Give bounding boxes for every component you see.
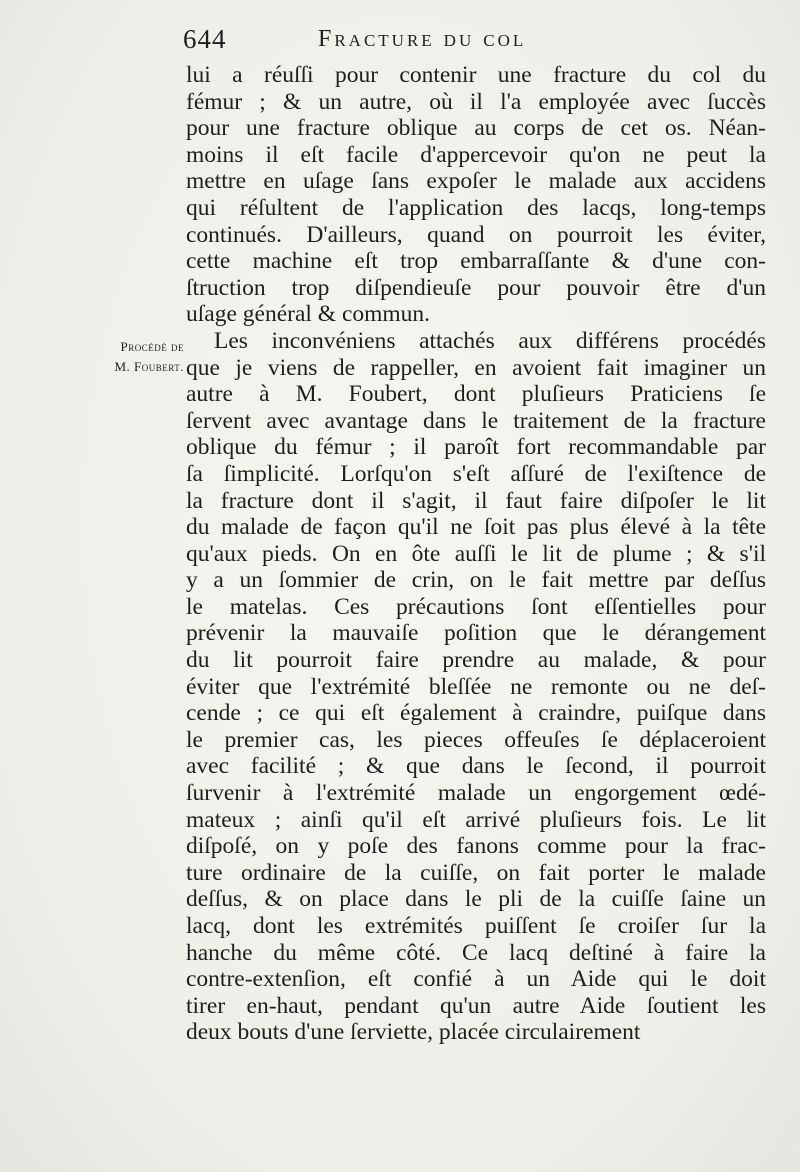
text-line: prévenir la mauvaiſe poſition que le dérangement: [186, 620, 766, 647]
text-line: ſtruction trop diſpendieuſe pour pouvoir être d'un: [186, 274, 766, 301]
text-line: ſurvenir à l'extrémité malade un engorgement œdé-: [186, 780, 766, 807]
text-line: qui réſultent de l'application des lacqs, long-temps: [186, 194, 766, 221]
text-line: deux bouts d'une ſerviette, placée circulairement: [186, 1019, 641, 1046]
text-line: avec facilité ; & que dans le ſecond, il pourroit: [186, 753, 766, 780]
text-line: ture ordinaire de la cuiſſe, on fait porter le malade: [186, 859, 766, 886]
text-line: lacq, dont les extrémités puiſſent ſe croiſer ſur la: [186, 913, 766, 939]
text-line: du lit pourroit faire prendre au malade, & pour: [186, 647, 766, 674]
text-line: oblique du fémur ; il paroît fort recommandable par: [186, 434, 766, 461]
text-line: éviter que l'extrémité bleſſée ne remonte ou ne deſ-: [186, 673, 766, 700]
text-line: mateux ; ainſi qu'il eſt arrivé pluſieurs fois. Le lit: [186, 806, 766, 833]
margin-note-line: Procédé de: [120, 339, 184, 354]
text-line: tirer en-haut, pendant qu'un autre Aide ſoutient les: [186, 992, 766, 1019]
text-line: y a un ſommier de crin, on le fait mettre par deſſus: [186, 567, 766, 594]
text-line: mettre en uſage ſans expoſer le malade aux accidens: [186, 168, 766, 195]
text-line: hanche du même côté. Ce lacq deſtiné à faire la: [186, 939, 766, 966]
text-line: contre-extenſion, eſt confié à un Aide qui le doit: [186, 966, 766, 993]
page-number: 644: [183, 24, 227, 54]
text-line: continués. D'ailleurs, quand on pourroit les éviter,: [186, 221, 766, 248]
text-line: cette machine eſt trop embarraſſante & d'une con-: [186, 248, 766, 275]
running-title: Fracture du col: [318, 26, 527, 52]
text-line: moins il eſt facile d'appercevoir qu'on ne peut la: [186, 141, 766, 168]
text-line: deſſus, & on place dans le pli de la cuiſſe ſaine un: [186, 886, 766, 913]
text-line: le premier cas, les pieces offeuſes ſe déplaceroient: [186, 726, 766, 753]
text-line: qu'aux pieds. On en ôte auſſi le lit de plume ; & s'il: [186, 540, 766, 567]
text-line: pour une fracture oblique au corps de cet os. Néan-: [186, 115, 766, 142]
text-line: du malade de façon qu'il ne ſoit pas plus élevé à la tête: [186, 514, 766, 541]
text-line: que je viens de rappeller, en avoient fait imaginer un: [186, 354, 766, 381]
text-line: cende ; ce qui eſt également à craindre, puiſque dans: [186, 700, 766, 727]
text-line: autre à M. Foubert, dont pluſieurs Praticiens ſe: [186, 381, 766, 408]
text-line: diſpoſé, on y poſe des fanons comme pour la frac-: [186, 833, 766, 860]
margin-note-line: M. Foubert.: [114, 359, 184, 374]
text-line: Les inconvéniens attachés aux différens procédés: [214, 327, 766, 354]
body-text: [186, 62, 766, 1046]
text-line: fémur ; & un autre, où il l'a employée avec ſuccès: [186, 88, 766, 115]
text-line: la fracture dont il s'agit, il faut faire diſpoſer le lit: [186, 487, 766, 514]
text-line: ſervent avec avantage dans le traitement de la fracture: [186, 407, 766, 434]
text-line: uſage général & commun.: [186, 301, 431, 328]
text-line: lui a réuſſi pour contenir une fracture du col du: [186, 62, 766, 88]
margin-note: [56, 337, 184, 377]
text-line: ſa ſimplicité. Lorſqu'on s'eſt aſſuré de l'exiſtence de: [186, 460, 766, 487]
text-line: le matelas. Ces précautions ſont eſſentielles pour: [186, 593, 766, 620]
page-header: [183, 22, 773, 58]
